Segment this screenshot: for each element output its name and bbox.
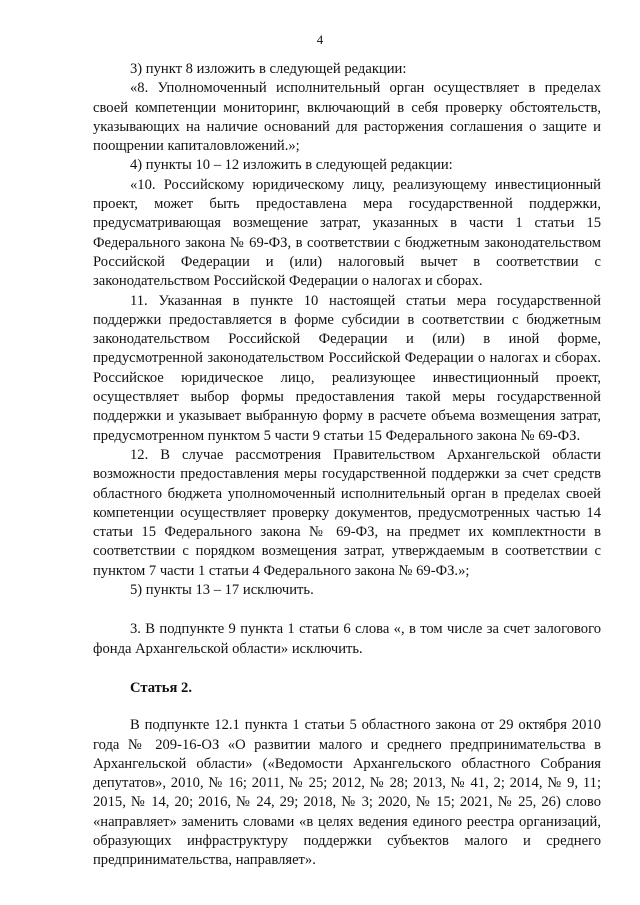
paragraph-clause-10: «10. Российскому юридическому лицу, реализующему инвестиционный проект, может быть предоставлена мера государственной поддержки, предусматривающая возмещение затрат, указанных в части 1 статьи 15 Федерального закона № 69-ФЗ, в соответствии с бюджетным законодательством Российской Федерации и (или) налоговый вычет в соответствии с законодательством Российской Федерации о налогах и сборах. — [93, 176, 601, 290]
paragraph-point-3: 3. В подпункте 9 пункта 1 статьи 6 слова «, в том числе за счет залогового фонда Архангельской области» исключить. — [93, 621, 601, 657]
paragraph-article-2-body: В подпункте 12.1 пункта 1 статьи 5 областного закона от 29 октября 2010 года № 209-16-ОЗ «О развитии малого и среднего предпринимательства в Архангельской области» («Ведомости Архангельского областного Собрания депутатов», 2010, № 16; 2011, № 25; 2012, № 28; 2013, № 41, 2; 2014, № 9, 11; 2015, № 14, 20; 2016, № 24, 29; 2018, № 3; 2020, № 15; 2021, № 25, 26) слово «направляет» заменить словами «в целях ведения единого реестра организаций, образующих инфраструктуру поддержки субъектов малого и среднего предпринимательства, направляет». — [93, 717, 601, 869]
paragraph-clause-8: «8. Уполномоченный исполнительный орган осуществляет в пределах своей компетенции мониторинг, включающий в себя проверку обстоятельств, указывающих на наличие оснований для расторжения соглашения о защите и поощрении капиталовложений.»; — [93, 80, 601, 155]
paragraph-item-5-amendment: 5) пункты 13 – 17 исключить. — [130, 582, 314, 599]
paragraph-clause-11: 11. Указанная в пункте 10 настоящей статьи мера государственной поддержки предоставляется в форме субсидии в соответствии с бюджетным законодательством Российской Федерации и (или) в иной форме, предусмотренной законодательством Российской Федерации о налогах и сборах. Российское юридическое лицо, реализующее инвестиционный проект, осуществляет выбор формы предоставления такой меры государственной поддержки и указывает выбранную форму в расчете объема возмещения затрат, предусмотренном пунктом 5 части 9 статьи 15 Федерального закона № 69-ФЗ. — [93, 292, 601, 444]
spacer — [93, 600, 601, 620]
paragraph-item-4-amendment: 4) пункты 10 – 12 изложить в следующей редакции: — [130, 157, 453, 174]
article-heading: Статья 2. — [130, 679, 192, 696]
page-number: 4 — [316, 32, 324, 47]
document-body — [93, 60, 601, 871]
paragraph-item-3-amendment: 3) пункт 8 изложить в следующей редакции: — [130, 61, 407, 77]
paragraph-clause-12: 12. В случае рассмотрения Правительством Архангельской области возможности предоставления меры государственной поддержки за счет средств областного бюджета уполномоченный исполнительный орган в пределах своей компетенции осуществляет проверку документов, предусмотренных частью 14 статьи 15 Федерального закона № 69-ФЗ, на предмет их комплектности в соответствии с порядком возмещения затрат, утверждаемым в соответствии с пунктом 7 части 1 статьи 4 Федерального закона № 69-ФЗ.»; — [93, 446, 601, 579]
spacer — [93, 698, 601, 716]
spacer — [93, 659, 601, 679]
